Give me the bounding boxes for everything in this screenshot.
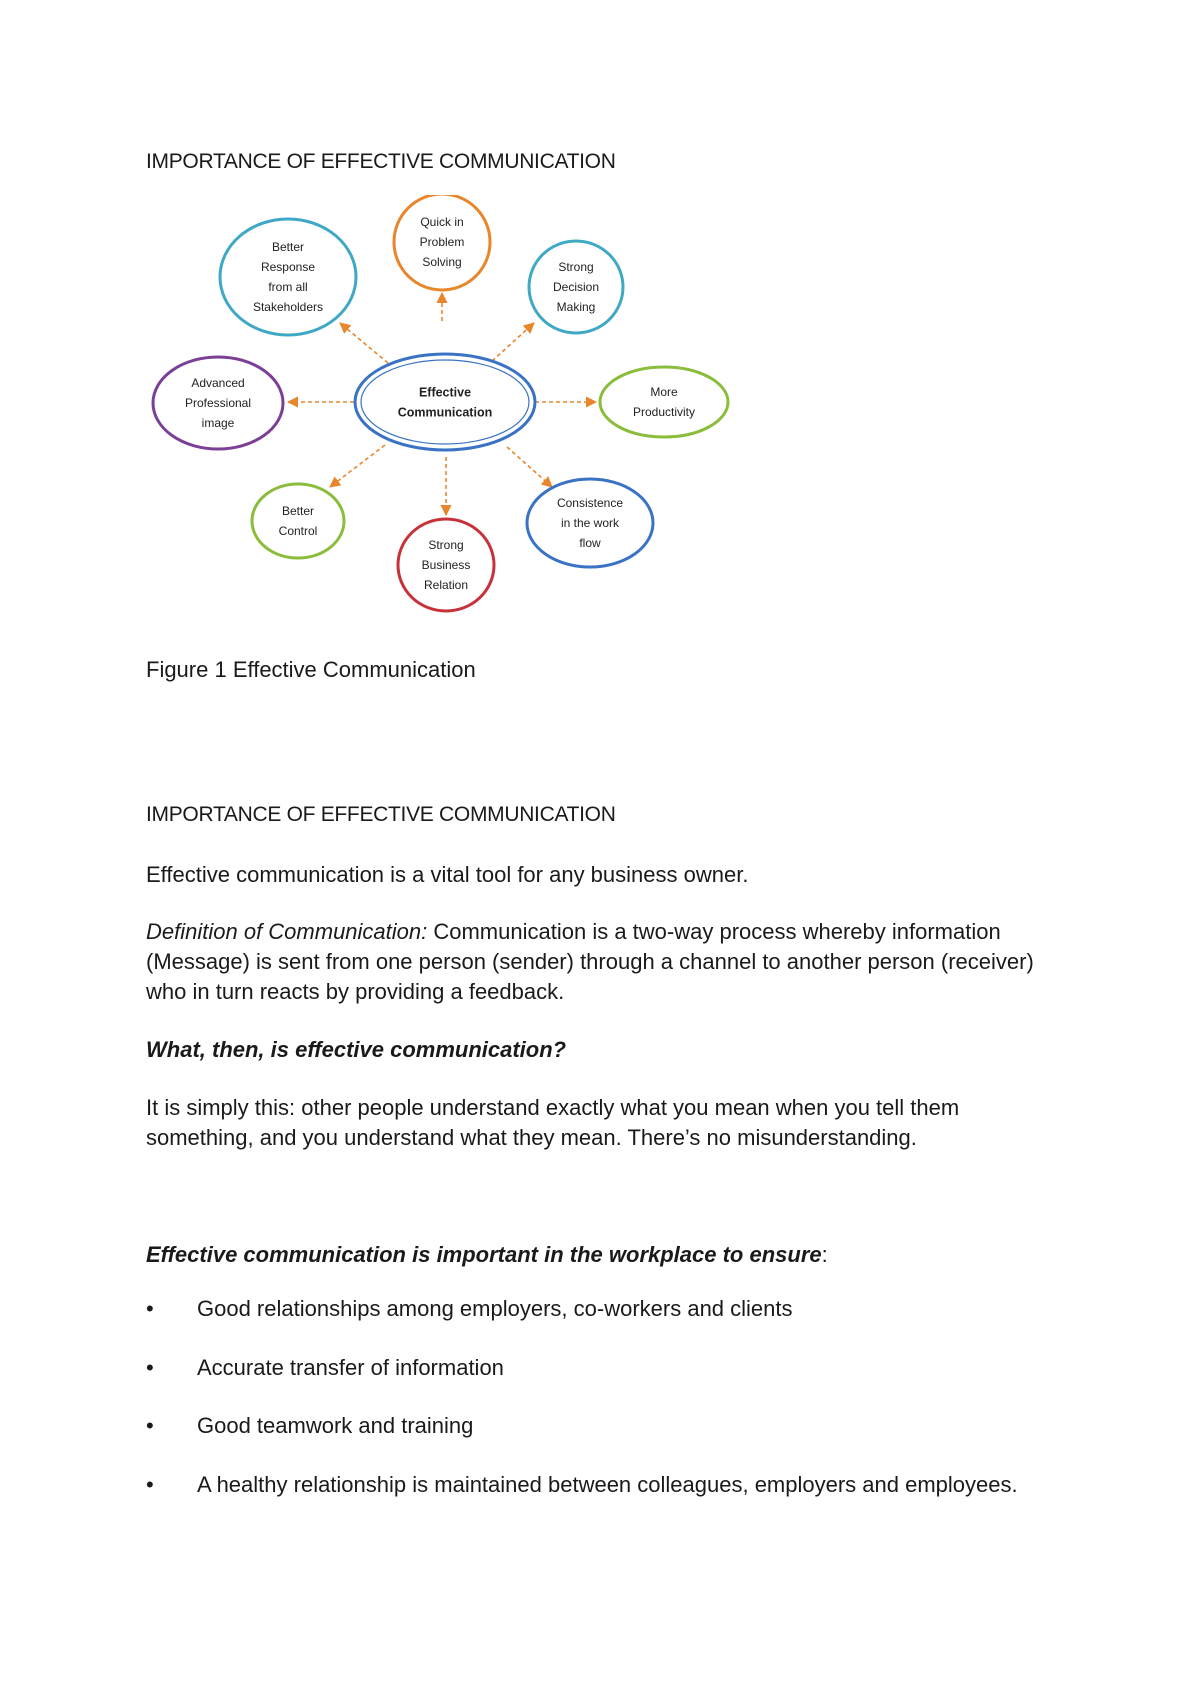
center-node-label: Effective: [418, 385, 472, 400]
bullet-icon: •: [146, 1296, 154, 1321]
figure-caption: Figure 1 Effective Communication: [146, 657, 476, 682]
list-item-text: A healthy relationship is maintained between colleagues, employers and employees.: [197, 1472, 1018, 1498]
benefits-list: [146, 1294, 1106, 1529]
node-consistence-in-the-work-flow-label: in the work: [560, 516, 620, 531]
node-strong-decision-making-label: Decision: [552, 280, 600, 295]
node-advanced-professional-image-label: Professional: [184, 396, 252, 411]
node-better-control: [252, 484, 344, 558]
node-strong-business-relation-label: Relation: [423, 578, 469, 593]
node-strong-decision-making-label: Strong: [558, 260, 594, 275]
node-better-response-from-all-stakeholders: [220, 219, 356, 335]
node-more-productivity-label: Productivity: [632, 405, 696, 420]
arrow-better-control: [330, 445, 385, 487]
node-quick-in-problem-solving-label: Quick in: [420, 215, 464, 230]
list-item: [146, 1353, 1106, 1412]
list-item-text: Good teamwork and training: [197, 1413, 474, 1439]
arrow-better-response-from-all-stakeholders: [340, 323, 388, 363]
center-node: [355, 354, 535, 450]
intro-paragraph: Effective communication is a vital tool for any business owner.: [146, 862, 749, 887]
definition-text: Communication is a two-way process whereby information (Message) is sent from one person (sender) through a channel to another person (receiver) who in turn reacts by providing a feedback.: [146, 919, 1034, 1004]
node-consistence-in-the-work-flow-label: Consistence: [556, 496, 624, 511]
list-item: [146, 1470, 1106, 1529]
ensure-label: Effective communication is important in the workplace to ensure: [146, 1242, 822, 1267]
page-heading: IMPORTANCE OF EFFECTIVE COMMUNICATION: [146, 150, 616, 173]
node-better-control-label: Better: [281, 504, 315, 519]
list-item: [146, 1411, 1106, 1470]
bullet-icon: •: [146, 1354, 154, 1380]
node-better-response-from-all-stakeholders-label: Better: [271, 240, 305, 255]
bullet-icon: •: [146, 1413, 154, 1439]
list-item-text: Accurate transfer of information: [197, 1354, 504, 1380]
node-better-control-label: Control: [278, 524, 318, 539]
node-advanced-professional-image-label: image: [201, 416, 235, 431]
effective-communication-diagram: [140, 195, 740, 615]
node-more-productivity-label: More: [650, 385, 678, 400]
definition-label: Definition of Communication:: [146, 919, 428, 944]
bullet-icon: •: [146, 1472, 154, 1498]
node-better-response-from-all-stakeholders-label: Stakeholders: [252, 300, 324, 315]
node-advanced-professional-image-label: Advanced: [191, 376, 245, 391]
question-heading: What, then, is effective communication?: [146, 1037, 567, 1062]
node-strong-business-relation-label: Business: [421, 558, 471, 573]
section-heading: IMPORTANCE OF EFFECTIVE COMMUNICATION: [146, 803, 616, 826]
ensure-intro: [146, 1240, 1066, 1270]
node-quick-in-problem-solving-label: Problem: [419, 235, 465, 250]
node-strong-business-relation-label: Strong: [428, 538, 464, 553]
node-quick-in-problem-solving-label: Solving: [422, 255, 462, 270]
ensure-colon: :: [821, 1242, 828, 1267]
definition-paragraph: [146, 917, 1066, 1007]
center-node-label: Communication: [397, 405, 493, 420]
list-item-text: Good relationships among employers, co-workers and clients: [197, 1296, 793, 1321]
answer-paragraph: It is simply this: other people understand exactly what you mean when you tell them something, and you understand what they mean. There’s no misunderstanding.: [146, 1095, 960, 1150]
arrow-strong-decision-making: [492, 323, 534, 361]
list-item: [146, 1294, 1106, 1353]
node-better-response-from-all-stakeholders-label: from all: [268, 280, 308, 295]
node-better-response-from-all-stakeholders-label: Response: [260, 260, 316, 275]
arrow-consistence-in-the-work-flow: [507, 447, 552, 487]
node-consistence-in-the-work-flow-label: flow: [579, 536, 601, 551]
node-strong-decision-making-label: Making: [556, 300, 596, 315]
node-more-productivity: [600, 367, 728, 437]
